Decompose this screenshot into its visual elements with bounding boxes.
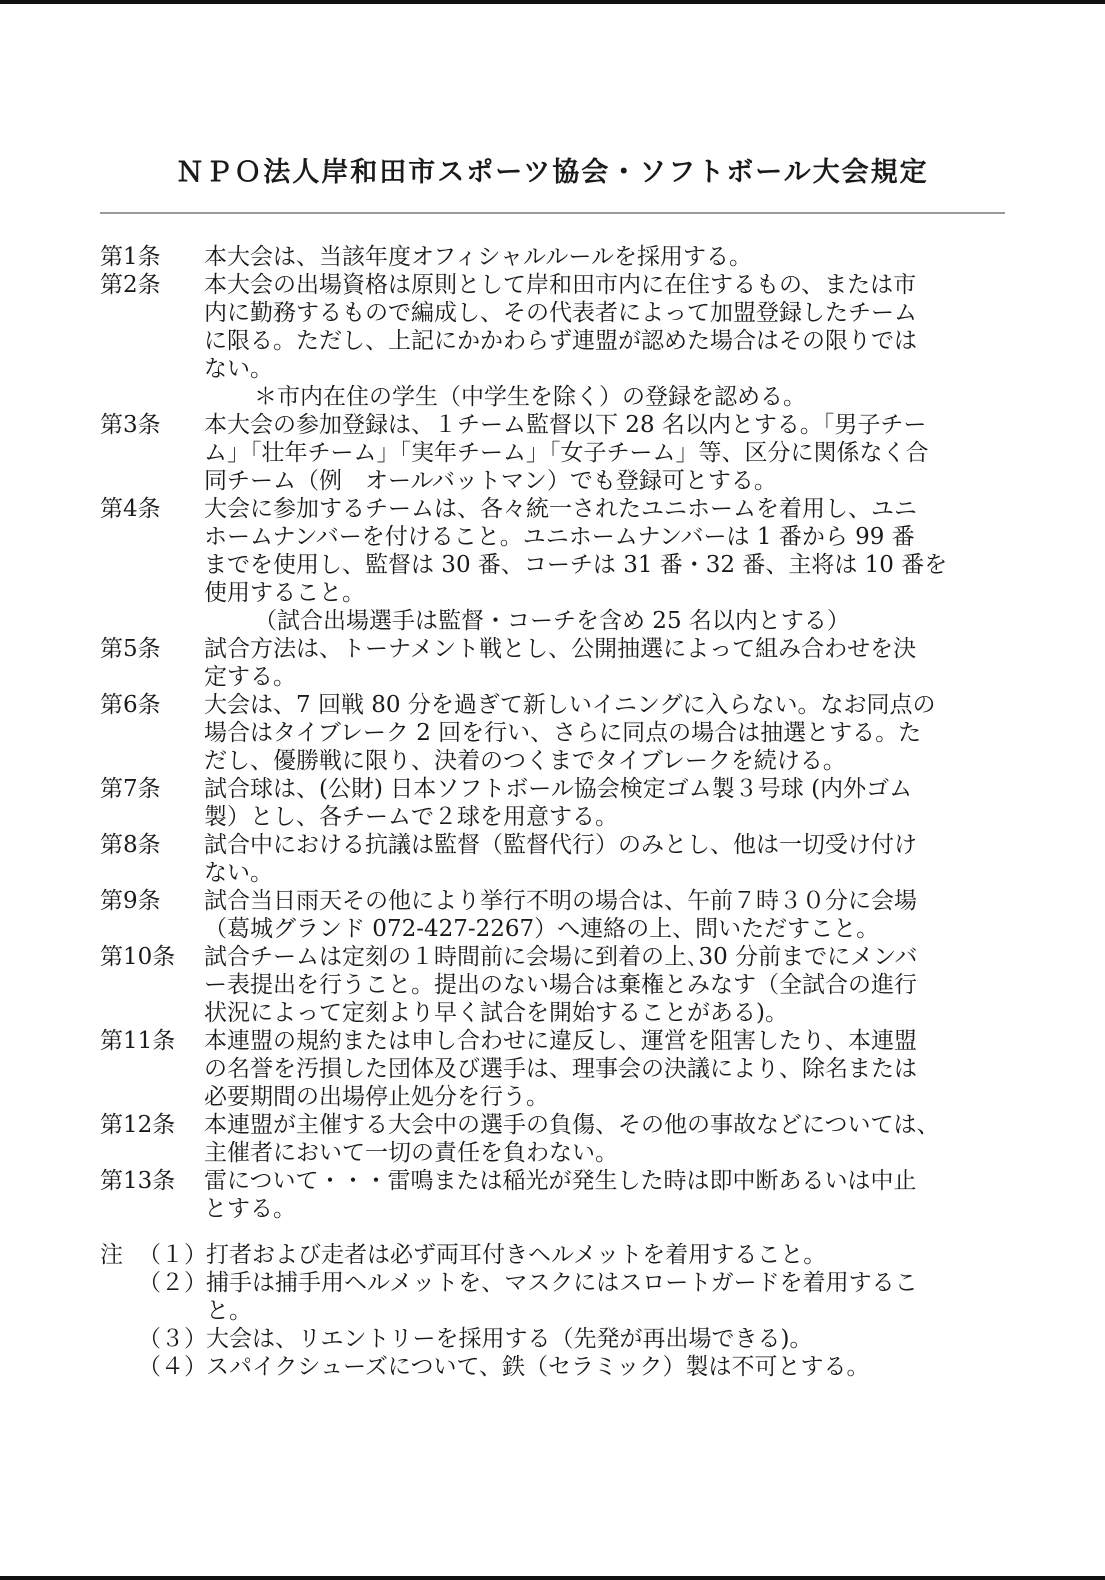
article-line: 内に勤務するもので編成し、その代表者によって加盟登録したチーム <box>204 300 917 326</box>
article-item <box>100 1167 1010 1223</box>
page-title: ＮＰＯ法人岸和田市スポーツ協会・ソフトボール大会規定 <box>176 157 929 188</box>
article-text <box>204 1167 1010 1223</box>
article-number: 第3条 <box>100 412 161 438</box>
note-number: （２） <box>138 1270 207 1296</box>
article-item <box>100 495 1010 635</box>
article-number: 第13条 <box>100 1168 176 1194</box>
article-text <box>204 887 1010 943</box>
article-number: 第6条 <box>100 692 161 718</box>
article-line: 本大会は、当該年度オフィシャルルールを採用する。 <box>204 244 752 270</box>
article-line: （葛城グランド 072-427-2267）へ連絡の上、問いただすこと。 <box>204 916 880 942</box>
article-line: ホームナンバーを付けること。ユニホームナンバーは 1 番から 99 番 <box>204 524 915 550</box>
article-number: 第7条 <box>100 776 161 802</box>
article-number: 第8条 <box>100 832 161 858</box>
article-text <box>204 775 1010 831</box>
article-item <box>100 691 1010 775</box>
article-line: 雷について・・・雷鳴または稲光が発生した時は即中断あるいは中止 <box>204 1168 917 1194</box>
article-text <box>204 1027 1010 1111</box>
bottom-border <box>0 1576 1105 1580</box>
article-line: 本連盟が主催する大会中の選手の負傷、その他の事故などについては、 <box>204 1112 940 1138</box>
note-number: （４） <box>138 1354 207 1380</box>
article-subnote: （試合出場選手は監督・コーチを含め 25 名以内とする） <box>254 608 850 634</box>
article-line: 定する。 <box>204 664 296 690</box>
article-line: 主催者において一切の責任を負わない。 <box>204 1140 618 1166</box>
article-number: 第1条 <box>100 244 161 270</box>
note-text <box>206 1269 1010 1325</box>
article-number: 第9条 <box>100 888 161 914</box>
article-number: 第2条 <box>100 272 161 298</box>
article-item <box>100 1111 1010 1167</box>
article-text <box>204 271 1010 411</box>
note-item <box>100 1325 1010 1353</box>
article-line: 本大会の出場資格は原則として岸和田市内に在住するもの、または市 <box>204 272 917 298</box>
note-line: スパイクシューズについて、鉄（セラミック）製は不可とする。 <box>206 1354 870 1380</box>
article-number: 第12条 <box>100 1112 176 1138</box>
article-text <box>204 635 1010 691</box>
article-line: ない。 <box>204 860 273 886</box>
article-line: 本大会の参加登録は、１チーム監督以下 28 名以内とする。「男子チー <box>204 412 927 438</box>
notes-section <box>100 1241 1010 1381</box>
note-text <box>206 1325 1010 1353</box>
article-line: 試合球は、(公財) 日本ソフトボール協会検定ゴム製３号球 (内外ゴム <box>204 776 913 802</box>
article-text <box>204 943 1010 1027</box>
article-line: ない。 <box>204 356 273 382</box>
article-text <box>204 411 1010 495</box>
article-text <box>204 831 1010 887</box>
article-number: 第4条 <box>100 496 161 522</box>
article-line: 状況によって定刻より早く試合を開始することがある)。 <box>204 1000 788 1026</box>
articles-list <box>100 243 1010 1223</box>
note-text <box>206 1241 1010 1269</box>
article-line: とする。 <box>204 1196 296 1222</box>
note-prefix <box>100 1325 138 1353</box>
note-number: （３） <box>138 1326 207 1352</box>
article-item <box>100 635 1010 691</box>
article-line: 同チーム（例 オールバットマン）でも登録可とする。 <box>204 468 777 494</box>
article-text <box>204 1111 1010 1167</box>
note-item <box>100 1353 1010 1381</box>
top-border <box>0 0 1105 4</box>
article-item <box>100 887 1010 943</box>
article-text <box>204 243 1010 271</box>
article-line: に限る。ただし、上記にかかわらず連盟が認めた場合はその限りでは <box>204 328 917 354</box>
article-line: の名誉を汚損した団体及び選手は、理事会の決議により、除名または <box>204 1056 917 1082</box>
article-number: 第10条 <box>100 944 176 970</box>
note-item <box>100 1241 1010 1269</box>
note-text <box>206 1353 1010 1381</box>
note-line: と。 <box>206 1298 252 1324</box>
article-item <box>100 775 1010 831</box>
article-line: 製）とし、各チームで２球を用意する。 <box>204 804 618 830</box>
note-prefix <box>100 1353 138 1381</box>
article-item <box>100 943 1010 1027</box>
note-prefix: 注 <box>100 1242 123 1268</box>
article-line: 試合中における抗議は監督（監督代行）のみとし、他は一切受け付け <box>204 832 917 858</box>
note-prefix <box>100 1269 138 1325</box>
note-item <box>100 1269 1010 1325</box>
article-item <box>100 1027 1010 1111</box>
article-line: 必要期間の出場停止処分を行う。 <box>204 1084 549 1110</box>
article-number: 第5条 <box>100 636 161 662</box>
note-number: （１） <box>138 1242 207 1268</box>
note-line: 捕手は捕手用ヘルメットを、マスクにはスロートガードを着用するこ <box>206 1270 918 1296</box>
article-subnote: ＊市内在住の学生（中学生を除く）の登録を認める。 <box>254 384 806 410</box>
article-line: 本連盟の規約または申し合わせに違反し、運営を阻害したり、本連盟 <box>204 1028 917 1054</box>
article-line: 試合当日雨天その他により挙行不明の場合は、午前７時３０分に会場 <box>204 888 917 914</box>
note-line: 打者および走者は必ず両耳付きヘルメットを着用すること。 <box>206 1242 827 1268</box>
article-item <box>100 243 1010 271</box>
article-line: 場合はタイブレーク 2 回を行い、さらに同点の場合は抽選とする。た <box>204 720 922 746</box>
article-line: だし、優勝戦に限り、決着のつくまでタイブレークを続ける。 <box>204 748 846 774</box>
article-item <box>100 271 1010 411</box>
article-line: 大会は、7 回戦 80 分を過ぎて新しいイニングに入らない。なお同点の <box>204 692 936 718</box>
article-line: までを使用し、監督は 30 番、コーチは 31 番・32 番、主将は 10 番を <box>204 552 948 578</box>
article-line: 試合チームは定刻の１時間前に会場に到着の上､30 分前までにメンバ <box>204 944 918 970</box>
article-line: 試合方法は、トーナメント戦とし、公開抽選によって組み合わせを決 <box>204 636 917 662</box>
title-divider <box>100 212 1005 214</box>
article-line: 大会に参加するチームは、各々統一されたユニホームを着用し、ユニ <box>204 496 917 522</box>
article-line: ー表提出を行うこと。提出のない場合は棄権とみなす（全試合の進行 <box>204 972 917 998</box>
article-item <box>100 831 1010 887</box>
article-number: 第11条 <box>100 1028 176 1054</box>
note-line: 大会は、リエントリーを採用する（先発が再出場できる)。 <box>206 1326 813 1352</box>
article-line: ム」「壮年チーム」「実年チーム」「女子チーム」等、区分に関係なく合 <box>204 440 929 466</box>
article-line: 使用すること。 <box>204 580 365 606</box>
article-text <box>204 691 1010 775</box>
article-item <box>100 411 1010 495</box>
article-text <box>204 495 1010 635</box>
